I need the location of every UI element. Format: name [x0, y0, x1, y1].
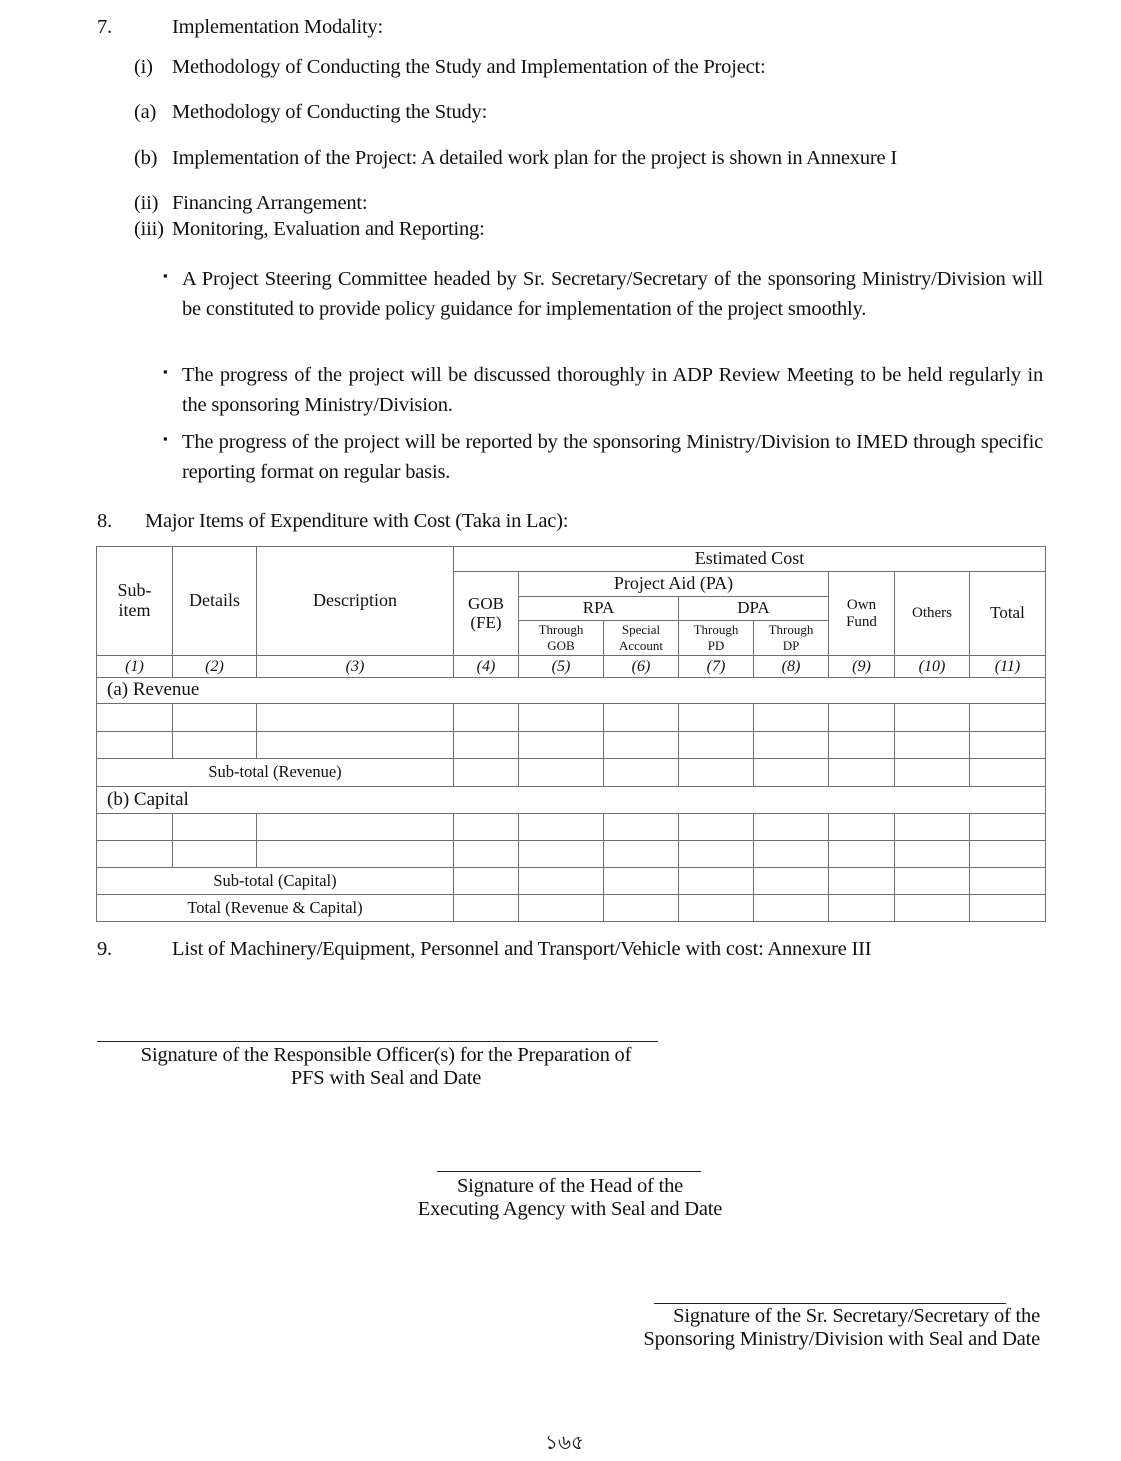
table-cell[interactable] [829, 759, 895, 787]
item-iii-label: (iii) [134, 218, 164, 240]
table-cell[interactable] [829, 814, 895, 841]
column-number: (9) [829, 656, 895, 678]
bullet-item [163, 264, 1043, 324]
table-row [97, 814, 1046, 841]
item-a-label: (a) [134, 101, 157, 123]
subtotal-revenue-row [97, 759, 1046, 787]
signature-secretary-line1: Signature of the Sr. Secretary/Secretary of the [673, 1305, 1040, 1327]
bullet-text: A Project Steering Committee headed by Sr. Secretary/Secretary of the sponsoring Ministry/Division will be constituted to provide policy guidance for implementation of the project smoothly. [182, 268, 1043, 320]
table-cell[interactable] [679, 759, 754, 787]
table-cell[interactable] [257, 814, 454, 841]
table-cell[interactable] [829, 868, 895, 895]
signature-officer-line2: PFS with Seal and Date [290, 1067, 482, 1089]
column-number: (4) [454, 656, 519, 678]
section-8-number: 8. [97, 510, 112, 532]
header-through-dp-line1: Through [768, 621, 814, 637]
table-cell[interactable] [970, 759, 1046, 787]
signature-officer-line1: Signature of the Responsible Officer(s) for the Preparation of [140, 1044, 632, 1066]
table-cell[interactable] [257, 841, 454, 868]
table-cell[interactable] [895, 868, 970, 895]
grand-total-row [97, 895, 1046, 922]
table-row [97, 732, 1046, 759]
section-9-text: List of Machinery/Equipment, Personnel and Transport/Vehicle with cost: Annexure III [172, 938, 872, 960]
table-cell[interactable] [257, 732, 454, 759]
table-cell[interactable] [173, 814, 257, 841]
table-cell[interactable] [679, 814, 754, 841]
header-special-account [604, 621, 679, 656]
table-cell[interactable] [519, 704, 604, 732]
table-cell[interactable] [970, 895, 1046, 922]
subtotal-capital-label: Sub-total (Capital) [97, 868, 454, 895]
header-details: Details [173, 547, 257, 656]
table-cell[interactable] [895, 732, 970, 759]
column-number: (10) [895, 656, 970, 678]
table-row [97, 841, 1046, 868]
table-cell[interactable] [454, 759, 519, 787]
table-cell[interactable] [173, 704, 257, 732]
column-number: (8) [754, 656, 829, 678]
section-revenue-label: (a) Revenue [97, 678, 1046, 704]
table-cell[interactable] [754, 868, 829, 895]
table-cell[interactable] [679, 732, 754, 759]
header-through-pd-line1: Through [693, 621, 739, 637]
table-cell[interactable] [257, 704, 454, 732]
table-cell[interactable] [895, 841, 970, 868]
table-cell[interactable] [454, 841, 519, 868]
page-number: ১৬৫ [545, 1430, 584, 1454]
table-cell[interactable] [604, 841, 679, 868]
grand-total-label: Total (Revenue & Capital) [97, 895, 454, 922]
table-cell[interactable] [895, 759, 970, 787]
header-gob-fe-line2: (FE) [470, 612, 502, 632]
signature-line-secretary [654, 1303, 1006, 1304]
column-number: (1) [97, 656, 173, 678]
column-number: (5) [519, 656, 604, 678]
item-iii-text: Monitoring, Evaluation and Reporting: [172, 218, 485, 240]
bullet-square-icon: ▪ [163, 268, 168, 283]
signature-head-caption [380, 1175, 760, 1221]
table-cell[interactable] [454, 732, 519, 759]
signature-line-officer [97, 1041, 658, 1042]
section-7-title: Implementation Modality: [172, 16, 383, 38]
header-special-account-line1: Special [621, 621, 661, 637]
table-cell[interactable] [454, 814, 519, 841]
bullet-square-icon: ▪ [163, 364, 168, 379]
table-cell[interactable] [829, 895, 895, 922]
table-cell[interactable] [829, 704, 895, 732]
signature-officer-caption [96, 1044, 676, 1090]
table-cell[interactable] [895, 814, 970, 841]
table-cell[interactable] [519, 868, 604, 895]
table-cell[interactable] [97, 841, 173, 868]
table-cell[interactable] [679, 704, 754, 732]
table-cell[interactable] [604, 732, 679, 759]
table-cell[interactable] [519, 814, 604, 841]
bullet-item [163, 427, 1043, 487]
header-own-fund [829, 572, 895, 656]
table-cell[interactable] [754, 759, 829, 787]
header-description: Description [257, 547, 454, 656]
header-sub-item-line2: item [118, 600, 151, 620]
table-cell[interactable] [829, 841, 895, 868]
table-cell[interactable] [754, 895, 829, 922]
table-cell[interactable] [519, 732, 604, 759]
signature-secretary-caption [560, 1305, 1040, 1351]
column-number: (6) [604, 656, 679, 678]
table-cell[interactable] [604, 868, 679, 895]
table-cell[interactable] [604, 759, 679, 787]
table-cell[interactable] [173, 732, 257, 759]
table-cell[interactable] [97, 814, 173, 841]
column-number: (2) [173, 656, 257, 678]
signature-line-head [437, 1171, 701, 1172]
subtotal-capital-row [97, 868, 1046, 895]
table-cell[interactable] [970, 868, 1046, 895]
table-cell[interactable] [604, 814, 679, 841]
header-dpa: DPA [679, 597, 829, 621]
header-through-gob-line1: Through [538, 621, 584, 637]
expenditure-table [96, 546, 1046, 922]
header-rpa: RPA [519, 597, 679, 621]
column-number: (11) [970, 656, 1046, 678]
table-cell[interactable] [754, 814, 829, 841]
item-b-text: Implementation of the Project: A detailed work plan for the project is shown in Annexure I [172, 147, 897, 169]
header-others: Others [895, 572, 970, 656]
table-cell[interactable] [895, 895, 970, 922]
table-cell[interactable] [454, 704, 519, 732]
table-cell[interactable] [679, 841, 754, 868]
header-through-pd [679, 621, 754, 656]
table-cell[interactable] [454, 895, 519, 922]
bullet-square-icon: ▪ [163, 431, 168, 446]
column-number-row [97, 656, 1046, 678]
item-b-label: (b) [134, 147, 158, 169]
table-cell[interactable] [454, 868, 519, 895]
header-through-pd-line2: PD [707, 638, 725, 653]
table-cell[interactable] [97, 732, 173, 759]
header-own-fund-line1: Own [846, 597, 877, 613]
header-through-dp-line2: DP [782, 638, 800, 653]
column-number: (3) [257, 656, 454, 678]
header-through-gob-line2: GOB [547, 638, 575, 653]
table-cell[interactable] [604, 704, 679, 732]
table-cell[interactable] [970, 814, 1046, 841]
table-cell[interactable] [173, 841, 257, 868]
bullet-text: The progress of the project will be discussed thoroughly in ADP Review Meeting to be held regularly in the sponsoring Ministry/Division. [182, 364, 1043, 416]
section-9-number: 9. [97, 938, 112, 960]
table-cell[interactable] [970, 841, 1046, 868]
table-cell[interactable] [679, 895, 754, 922]
section-8-title: Major Items of Expenditure with Cost (Taka in Lac): [145, 510, 569, 532]
section-capital-label: (b) Capital [97, 787, 1046, 814]
header-estimated-cost: Estimated Cost [454, 547, 1046, 572]
table-cell[interactable] [604, 895, 679, 922]
column-number: (7) [679, 656, 754, 678]
table-cell[interactable] [970, 704, 1046, 732]
header-own-fund-line2: Fund [846, 613, 877, 630]
header-gob-fe [454, 572, 519, 656]
header-project-aid: Project Aid (PA) [519, 572, 829, 597]
header-through-gob [519, 621, 604, 656]
bullet-text: The progress of the project will be reported by the sponsoring Ministry/Division to IMED through specific reporting format on regular basis. [182, 431, 1043, 483]
table-cell[interactable] [519, 759, 604, 787]
table-cell[interactable] [519, 841, 604, 868]
table-cell[interactable] [519, 895, 604, 922]
bullet-item [163, 360, 1043, 420]
section-7-number: 7. [97, 16, 112, 38]
table-cell[interactable] [754, 732, 829, 759]
table-cell[interactable] [97, 704, 173, 732]
header-through-dp [754, 621, 829, 656]
table-cell[interactable] [754, 841, 829, 868]
table-cell[interactable] [970, 732, 1046, 759]
signature-head-line1: Signature of the Head of the [456, 1175, 684, 1197]
table-cell[interactable] [679, 868, 754, 895]
item-ii-text: Financing Arrangement: [172, 192, 368, 214]
header-sub-item-line1: Sub- [117, 580, 152, 601]
header-special-account-line2: Account [618, 638, 664, 653]
item-i-label: (i) [134, 56, 153, 78]
table-row [97, 704, 1046, 732]
item-a-text: Methodology of Conducting the Study: [172, 101, 488, 123]
subtotal-revenue-label: Sub-total (Revenue) [97, 759, 454, 787]
signature-secretary-line2: Sponsoring Ministry/Division with Seal and Date [643, 1328, 1040, 1350]
table-cell[interactable] [754, 704, 829, 732]
header-gob-fe-line1: GOB [468, 593, 504, 613]
item-ii-label: (ii) [134, 192, 159, 214]
header-total: Total [970, 572, 1046, 656]
table-cell[interactable] [895, 704, 970, 732]
signature-head-line2: Executing Agency with Seal and Date [417, 1198, 723, 1220]
table-cell[interactable] [829, 732, 895, 759]
header-sub-item [97, 547, 173, 656]
item-i-text: Methodology of Conducting the Study and Implementation of the Project: [172, 56, 766, 78]
